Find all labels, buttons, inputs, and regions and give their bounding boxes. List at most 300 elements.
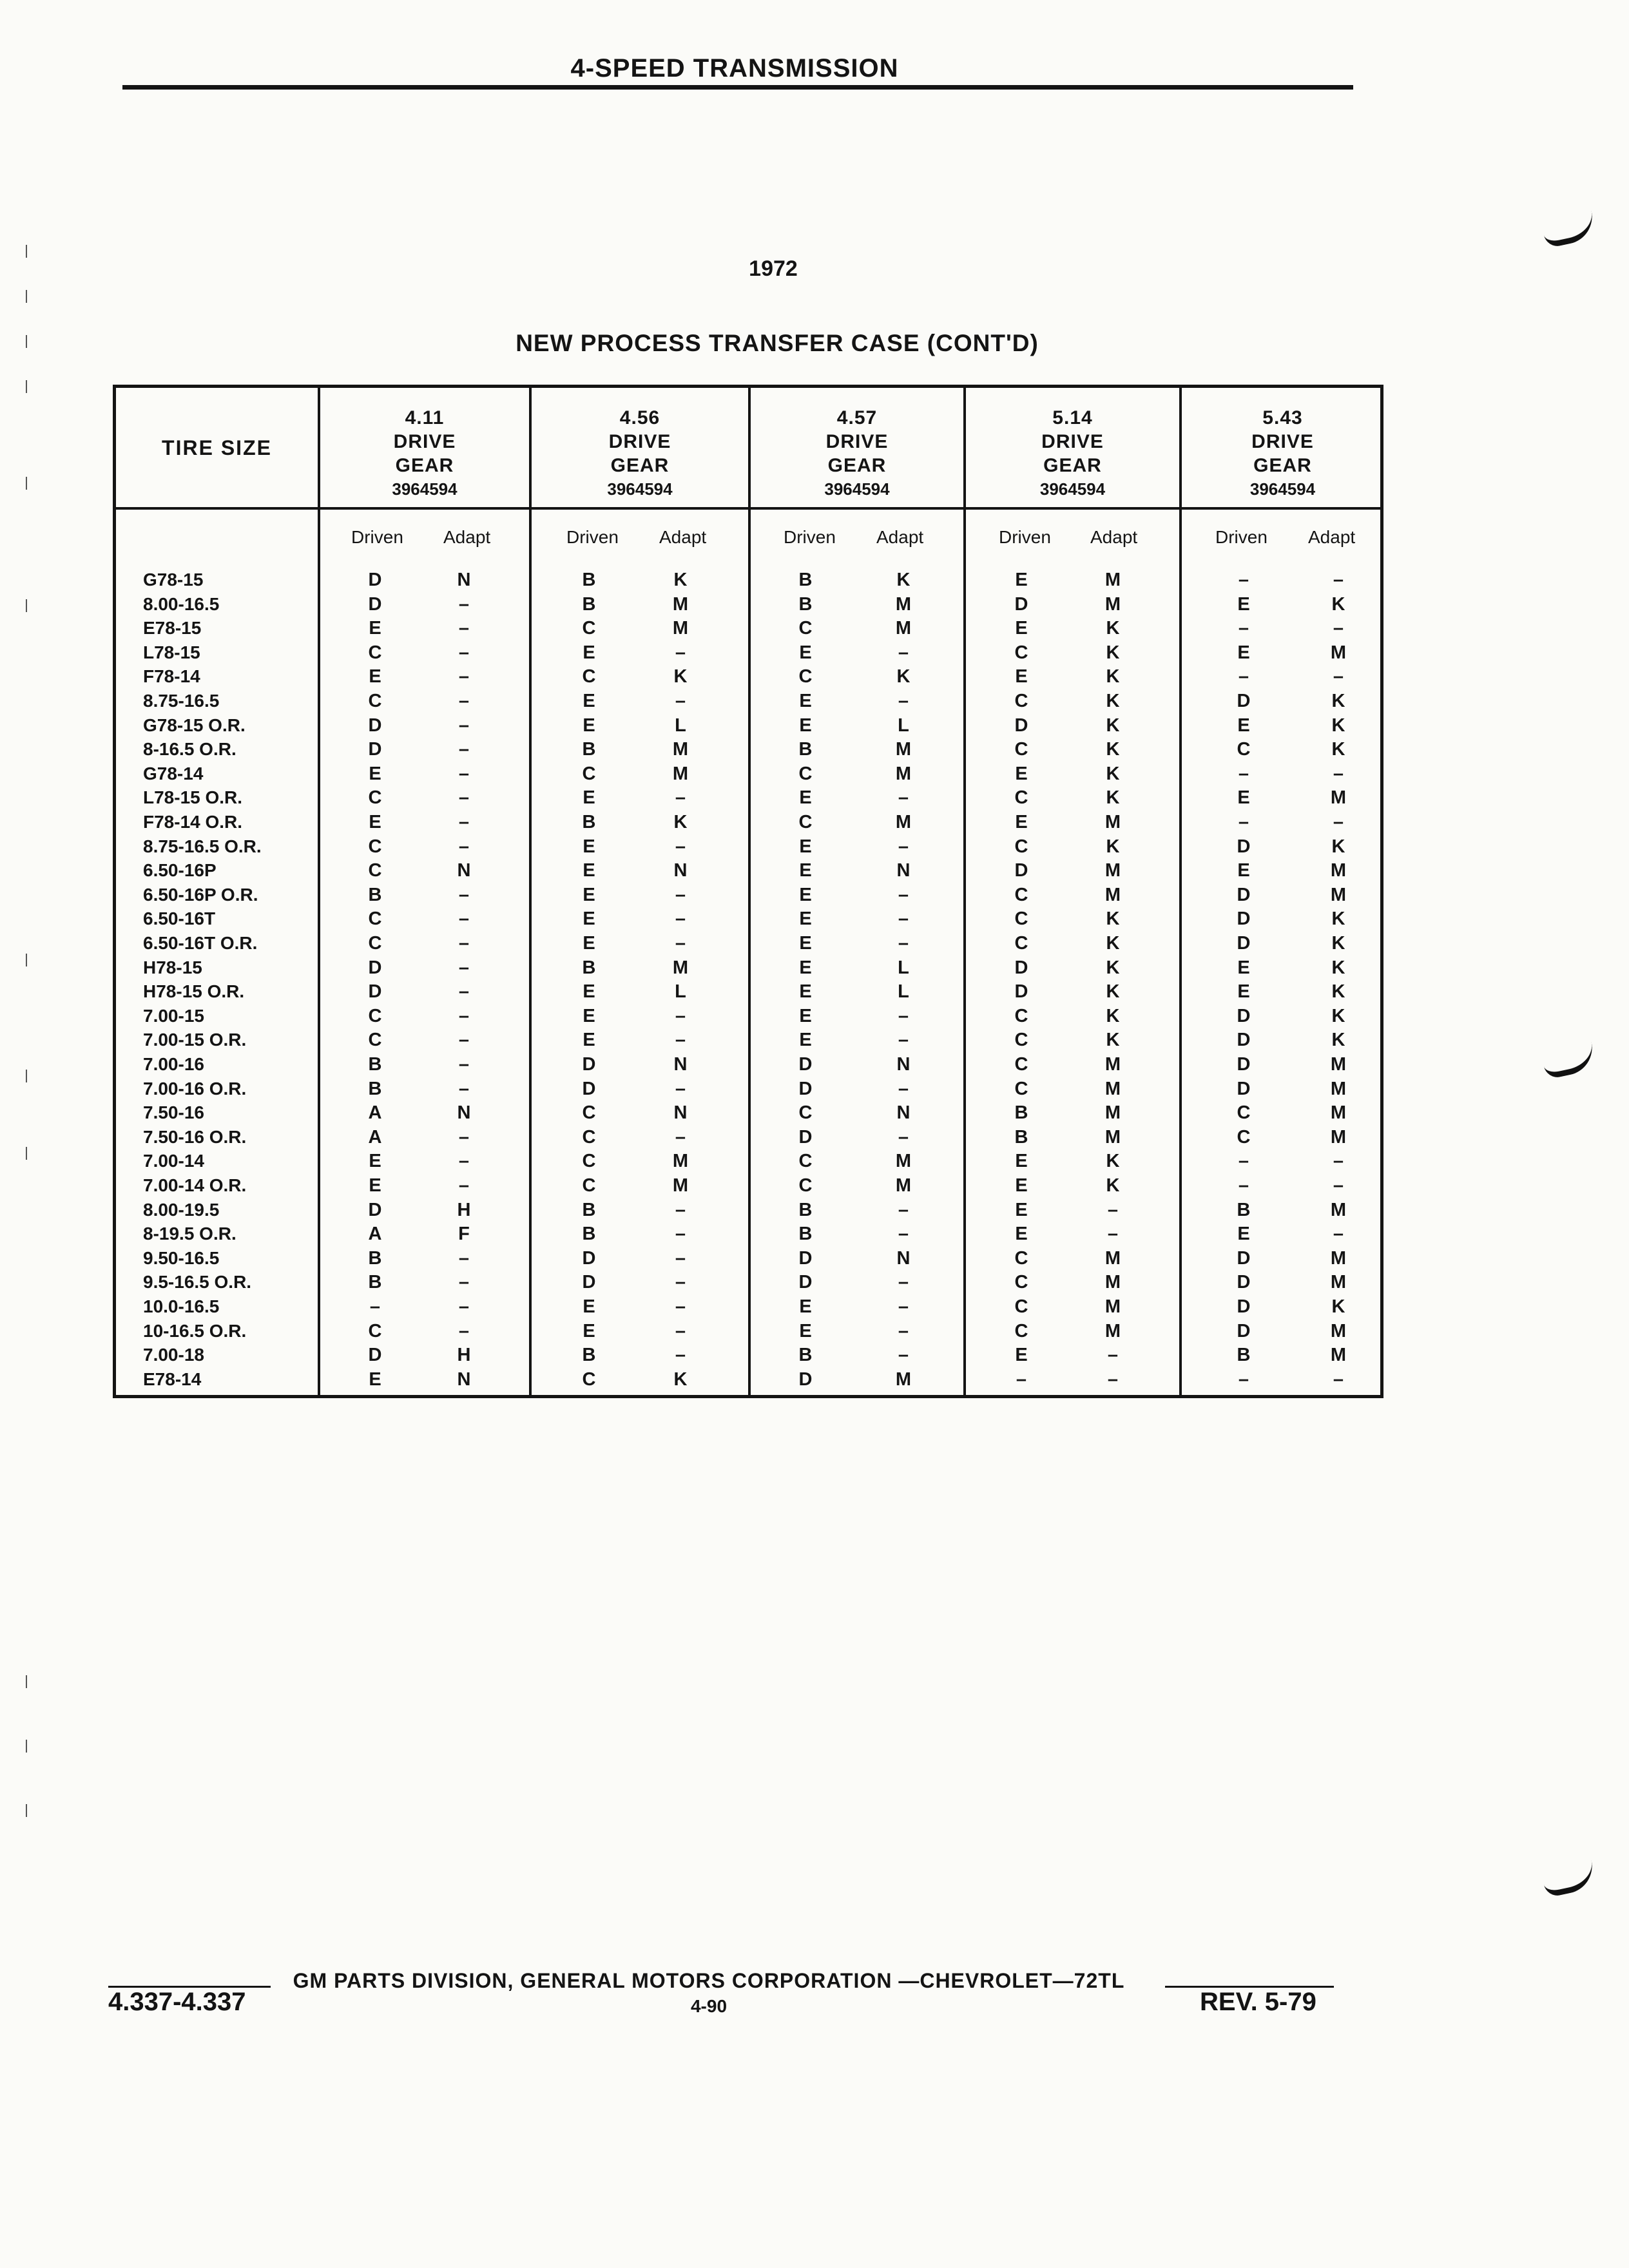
header-rule xyxy=(122,85,1353,90)
driven-cell: B xyxy=(368,1079,382,1099)
adapt-cell: K xyxy=(673,570,688,590)
driven-cell: B xyxy=(582,1200,596,1220)
adapt-cell: – xyxy=(458,1272,470,1293)
driven-cell: E xyxy=(583,1006,595,1026)
driven-cell: E xyxy=(1015,812,1028,832)
tire-size-cell: 7.00-15 xyxy=(143,1006,204,1026)
driven-cell: C xyxy=(582,764,596,784)
driven-cell: D xyxy=(1237,1296,1251,1317)
adapt-cell: – xyxy=(458,1151,470,1171)
adapt-cell: – xyxy=(898,1272,909,1293)
adapt-cell: – xyxy=(675,787,686,808)
adapt-cell: M xyxy=(895,812,912,832)
driven-cell: E xyxy=(583,1296,595,1317)
driven-cell: E xyxy=(1015,1151,1028,1171)
adapt-cell: M xyxy=(1104,570,1121,590)
tire-size-cell: 8-16.5 O.R. xyxy=(143,739,236,759)
adapt-cell: K xyxy=(673,1369,688,1390)
adapt-cell: K xyxy=(1106,908,1120,929)
driven-cell: B xyxy=(1014,1102,1028,1123)
adapt-cell: K xyxy=(673,666,688,687)
adapt-cell: – xyxy=(675,1345,686,1365)
adapt-cell: M xyxy=(1104,860,1121,881)
driven-cell: C xyxy=(368,1030,382,1050)
adapt-cell: – xyxy=(458,739,470,760)
driven-cell: C xyxy=(1237,1127,1251,1148)
adapt-cell: M xyxy=(1104,812,1121,832)
driven-cell: C xyxy=(582,1102,596,1123)
adapt-cell: M xyxy=(1104,1127,1121,1148)
adapt-cell: M xyxy=(1104,1272,1121,1293)
tire-size-header: TIRE SIZE xyxy=(162,436,272,459)
adapt-cell: K xyxy=(1331,715,1345,736)
adapt-cell: – xyxy=(1107,1345,1119,1365)
tire-size-cell: 10.0-16.5 xyxy=(143,1296,220,1316)
adapt-cell: – xyxy=(458,1175,470,1196)
driven-cell: – xyxy=(369,1296,381,1317)
adapt-cell: M xyxy=(1330,885,1347,905)
driven-cell: E xyxy=(583,691,595,711)
adapt-cell: K xyxy=(1106,787,1120,808)
driven-cell: E xyxy=(799,1006,812,1026)
adapt-cell: N xyxy=(673,860,688,881)
adapt-cell: – xyxy=(898,1200,909,1220)
section-subtitle: NEW PROCESS TRANSFER CASE (CONT'D) xyxy=(516,330,1039,356)
driven-cell: B xyxy=(368,1054,382,1075)
driven-cell: D xyxy=(1237,1321,1251,1341)
driven-cell: C xyxy=(1014,836,1028,857)
driven-cell: B xyxy=(798,570,813,590)
driven-cell: D xyxy=(368,715,382,736)
driven-cell: E xyxy=(799,1321,812,1341)
column-divider xyxy=(318,388,320,1395)
adapt-cell: L xyxy=(675,715,686,736)
adapt-cell: K xyxy=(1331,836,1345,857)
driven-cell: B xyxy=(1237,1200,1251,1220)
tire-size-cell: 7.00-14 O.R. xyxy=(143,1175,247,1195)
driven-cell: – xyxy=(1238,1151,1249,1171)
driven-cell: E xyxy=(799,715,812,736)
driven-cell: C xyxy=(368,860,382,881)
adapt-cell: – xyxy=(675,691,686,711)
adapt-cell: L xyxy=(898,957,909,978)
driven-cell: E xyxy=(1237,1224,1250,1244)
driven-cell: C xyxy=(1014,691,1028,711)
driven-cell: C xyxy=(1014,1321,1028,1341)
page-number: 4-90 xyxy=(690,1996,728,2016)
adapt-cell: – xyxy=(1333,1224,1344,1244)
tire-size-cell: L78-15 O.R. xyxy=(143,787,243,807)
adapt-cell: – xyxy=(458,1321,470,1341)
driven-cell: D xyxy=(368,1200,382,1220)
adapt-cell: M xyxy=(1330,1054,1347,1075)
adapt-cell: – xyxy=(675,836,686,857)
driven-cell: C xyxy=(1014,933,1028,954)
adapt-cell: K xyxy=(1106,1151,1120,1171)
driven-cell: E xyxy=(799,836,812,857)
tire-size-cell: 8-19.5 O.R. xyxy=(143,1224,236,1244)
driven-cell: C xyxy=(582,618,596,639)
driven-cell: D xyxy=(368,957,382,978)
adapt-cell: – xyxy=(898,691,909,711)
column-divider xyxy=(748,388,751,1395)
adapt-cell: M xyxy=(1104,1321,1121,1341)
adapt-cell: – xyxy=(1333,666,1344,687)
tire-size-cell: 10-16.5 O.R. xyxy=(143,1321,247,1341)
driven-cell: E xyxy=(369,1151,381,1171)
driven-cell: D xyxy=(368,594,382,615)
driven-cell: B xyxy=(582,957,596,978)
driven-cell: E xyxy=(1237,860,1250,881)
margin-mark xyxy=(26,1070,27,1082)
header-divider xyxy=(116,507,1380,510)
driven-cell: D xyxy=(1014,594,1028,615)
adapt-cell: H xyxy=(457,1345,471,1365)
adapt-cell: – xyxy=(898,1321,909,1341)
driven-cell: E xyxy=(369,812,381,832)
driven-cell: D xyxy=(1237,933,1251,954)
adapt-cell: – xyxy=(1107,1200,1119,1220)
driven-cell: D xyxy=(368,739,382,760)
adapt-cell: K xyxy=(1106,933,1120,954)
driven-cell: B xyxy=(582,570,596,590)
driven-cell: – xyxy=(1238,666,1249,687)
adapt-cell: M xyxy=(672,594,689,615)
adapt-cell: – xyxy=(1107,1224,1119,1244)
driven-cell: D xyxy=(798,1054,813,1075)
adapt-cell: M xyxy=(895,594,912,615)
driven-cell: E xyxy=(369,618,381,639)
driven-cell: C xyxy=(368,691,382,711)
adapt-cell: – xyxy=(458,957,470,978)
adapt-cell: – xyxy=(1107,1369,1119,1390)
binder-clip-mark xyxy=(1541,1042,1597,1080)
adapt-cell: M xyxy=(1330,1127,1347,1148)
driven-cell: C xyxy=(582,1127,596,1148)
tire-size-cell: E78-14 xyxy=(143,1369,202,1389)
adapt-cell: – xyxy=(1333,1175,1344,1196)
driven-cell: B xyxy=(798,739,813,760)
driven-cell: E xyxy=(583,885,595,905)
driven-cell: B xyxy=(368,1248,382,1269)
driven-cell: – xyxy=(1238,764,1249,784)
driven-cell: E xyxy=(1015,618,1028,639)
driven-cell: C xyxy=(1014,642,1028,663)
adapt-cell: – xyxy=(458,908,470,929)
adapt-cell: – xyxy=(458,594,470,615)
transfer-case-table xyxy=(113,385,1383,1398)
tire-size-cell: 9.5-16.5 O.R. xyxy=(143,1272,252,1292)
tire-size-cell: 7.50-16 O.R. xyxy=(143,1127,247,1147)
driven-cell: D xyxy=(368,570,382,590)
tire-size-cell: F78-14 O.R. xyxy=(143,812,243,832)
driven-cell: E xyxy=(1237,981,1250,1002)
driven-cell: C xyxy=(582,666,596,687)
driven-cell: C xyxy=(368,836,382,857)
tire-size-cell: 6.50-16P O.R. xyxy=(143,885,258,905)
driven-cell: D xyxy=(1237,1272,1251,1293)
revision-date: REV. 5-79 xyxy=(1200,1988,1316,2016)
adapt-cell: K xyxy=(1331,933,1345,954)
driven-cell: B xyxy=(582,1345,596,1365)
driven-cell: D xyxy=(1237,1248,1251,1269)
adapt-cell: – xyxy=(1333,570,1344,590)
adapt-cell: K xyxy=(1331,957,1345,978)
adapt-cell: M xyxy=(1104,1054,1121,1075)
adapt-cell: K xyxy=(1106,1006,1120,1026)
gear-header-4-11: 4.11 DRIVE GEAR 3964594 xyxy=(392,407,458,499)
driven-cell: E xyxy=(583,836,595,857)
driven-cell: E xyxy=(1237,594,1250,615)
adapt-cell: – xyxy=(458,691,470,711)
adapt-cell: M xyxy=(895,1175,912,1196)
adapt-cell: M xyxy=(1104,885,1121,905)
adapt-cell: K xyxy=(1331,739,1345,760)
adapt-cell: – xyxy=(898,1030,909,1050)
driven-cell: D xyxy=(368,1345,382,1365)
adapt-cell: M xyxy=(1330,860,1347,881)
driven-cell: C xyxy=(1014,1272,1028,1293)
adapt-cell: K xyxy=(1331,1296,1345,1317)
driven-cell: C xyxy=(1014,885,1028,905)
gear-header-4-56: 4.56 DRIVE GEAR 3964594 xyxy=(607,407,673,499)
adapt-cell: – xyxy=(898,1127,909,1148)
driven-cell: E xyxy=(1015,1200,1028,1220)
margin-mark xyxy=(26,335,27,348)
adapt-cell: – xyxy=(458,715,470,736)
tire-size-cell: 7.50-16 xyxy=(143,1102,204,1122)
adapt-cell: – xyxy=(675,642,686,663)
driven-cell: E xyxy=(1015,570,1028,590)
subheader-adapt: Adapt xyxy=(1090,527,1138,547)
driven-cell: D xyxy=(1014,715,1028,736)
tire-size-cell: G78-15 xyxy=(143,570,204,590)
driven-cell: – xyxy=(1238,812,1249,832)
driven-cell: E xyxy=(369,1369,381,1390)
driven-cell: E xyxy=(1015,666,1028,687)
adapt-cell: – xyxy=(898,885,909,905)
driven-cell: C xyxy=(1237,739,1251,760)
tire-size-cell: 7.00-16 O.R. xyxy=(143,1079,247,1099)
column-divider xyxy=(1179,388,1182,1395)
driven-cell: D xyxy=(1237,1030,1251,1050)
adapt-cell: M xyxy=(895,764,912,784)
driven-cell: E xyxy=(583,1030,595,1050)
driven-cell: D xyxy=(1237,1079,1251,1099)
adapt-cell: K xyxy=(1106,666,1120,687)
tire-size-cell: 6.50-16P xyxy=(143,860,217,880)
adapt-cell: K xyxy=(673,812,688,832)
adapt-cell: K xyxy=(1331,1030,1345,1050)
tire-size-cell: 8.75-16.5 O.R. xyxy=(143,836,262,856)
adapt-cell: N xyxy=(457,1369,471,1390)
driven-cell: D xyxy=(368,981,382,1002)
footer-publisher: GM PARTS DIVISION, GENERAL MOTORS CORPORATION —CHEVROLET—72TL xyxy=(293,1969,1125,1992)
subheader-adapt: Adapt xyxy=(443,527,491,547)
driven-cell: C xyxy=(798,618,813,639)
driven-cell: – xyxy=(1238,1369,1249,1390)
margin-mark xyxy=(26,290,27,303)
driven-cell: E xyxy=(1015,1345,1028,1365)
adapt-cell: M xyxy=(1330,1102,1347,1123)
driven-cell: D xyxy=(1237,1006,1251,1026)
subheader-adapt: Adapt xyxy=(659,527,707,547)
adapt-cell: M xyxy=(672,957,689,978)
adapt-cell: – xyxy=(1333,1369,1344,1390)
driven-cell: C xyxy=(1014,1079,1028,1099)
adapt-cell: L xyxy=(675,981,686,1002)
driven-cell: C xyxy=(1014,1248,1028,1269)
subheader-adapt: Adapt xyxy=(1308,527,1356,547)
column-divider xyxy=(529,388,532,1395)
driven-cell: E xyxy=(799,1296,812,1317)
driven-cell: D xyxy=(798,1079,813,1099)
subheader-driven: Driven xyxy=(784,527,836,547)
adapt-cell: K xyxy=(1106,642,1120,663)
margin-mark xyxy=(26,1147,27,1160)
adapt-cell: – xyxy=(458,1127,470,1148)
driven-cell: E xyxy=(799,981,812,1002)
tire-size-cell: 8.75-16.5 xyxy=(143,691,220,711)
driven-cell: E xyxy=(583,1321,595,1341)
driven-cell: E xyxy=(369,764,381,784)
adapt-cell: M xyxy=(672,1151,689,1171)
adapt-cell: K xyxy=(896,666,911,687)
adapt-cell: – xyxy=(1333,812,1344,832)
adapt-cell: N xyxy=(457,1102,471,1123)
adapt-cell: K xyxy=(1106,691,1120,711)
driven-cell: E xyxy=(1015,1175,1028,1196)
driven-cell: B xyxy=(798,594,813,615)
adapt-cell: N xyxy=(673,1054,688,1075)
driven-cell: D xyxy=(582,1054,596,1075)
driven-cell: C xyxy=(582,1151,596,1171)
adapt-cell: – xyxy=(458,618,470,639)
adapt-cell: K xyxy=(1106,618,1120,639)
tire-size-cell: 6.50-16T O.R. xyxy=(143,933,258,953)
driven-cell: B xyxy=(582,594,596,615)
gear-header-5-14: 5.14 DRIVE GEAR 3964594 xyxy=(1039,407,1106,499)
tire-size-cell: G78-14 xyxy=(143,764,204,783)
driven-cell: D xyxy=(1237,908,1251,929)
driven-cell: A xyxy=(368,1127,382,1148)
driven-cell: D xyxy=(1237,885,1251,905)
driven-cell: B xyxy=(368,885,382,905)
driven-cell: C xyxy=(582,1369,596,1390)
driven-cell: C xyxy=(798,812,813,832)
driven-cell: B xyxy=(1237,1345,1251,1365)
adapt-cell: – xyxy=(458,666,470,687)
driven-cell: D xyxy=(798,1248,813,1269)
adapt-cell: M xyxy=(1330,787,1347,808)
driven-cell: C xyxy=(368,787,382,808)
adapt-cell: – xyxy=(458,642,470,663)
driven-cell: – xyxy=(1238,570,1249,590)
adapt-cell: – xyxy=(458,1006,470,1026)
adapt-cell: – xyxy=(675,1079,686,1099)
margin-mark xyxy=(26,1804,27,1817)
driven-cell: C xyxy=(1014,1006,1028,1026)
driven-cell: C xyxy=(1014,1030,1028,1050)
adapt-cell: – xyxy=(458,981,470,1002)
adapt-cell: K xyxy=(1331,691,1345,711)
driven-cell: E xyxy=(369,1175,381,1196)
driven-cell: E xyxy=(583,787,595,808)
driven-cell: E xyxy=(799,933,812,954)
driven-cell: D xyxy=(582,1248,596,1269)
adapt-cell: – xyxy=(675,1127,686,1148)
driven-cell: B xyxy=(798,1224,813,1244)
driven-cell: E xyxy=(583,715,595,736)
driven-cell: B xyxy=(798,1200,813,1220)
driven-cell: C xyxy=(1014,787,1028,808)
adapt-cell: M xyxy=(1330,1272,1347,1293)
adapt-cell: M xyxy=(1104,1079,1121,1099)
adapt-cell: M xyxy=(1104,1296,1121,1317)
adapt-cell: – xyxy=(458,787,470,808)
adapt-cell: – xyxy=(675,1296,686,1317)
driven-cell: B xyxy=(1014,1127,1028,1148)
driven-cell: D xyxy=(1014,860,1028,881)
driven-cell: E xyxy=(799,691,812,711)
adapt-cell: – xyxy=(675,1030,686,1050)
adapt-cell: K xyxy=(1106,764,1120,784)
subheader-adapt: Adapt xyxy=(876,527,924,547)
adapt-cell: – xyxy=(675,1200,686,1220)
driven-cell: E xyxy=(583,933,595,954)
adapt-cell: – xyxy=(675,1224,686,1244)
adapt-cell: M xyxy=(895,1369,912,1390)
adapt-cell: M xyxy=(895,618,912,639)
adapt-cell: M xyxy=(672,764,689,784)
driven-cell: C xyxy=(1014,908,1028,929)
driven-cell: C xyxy=(1014,1054,1028,1075)
driven-cell: – xyxy=(1238,1175,1249,1196)
tire-size-cell: H78-15 O.R. xyxy=(143,981,245,1001)
margin-mark xyxy=(26,1675,27,1688)
adapt-cell: – xyxy=(898,933,909,954)
driven-cell: E xyxy=(1237,715,1250,736)
adapt-cell: – xyxy=(458,1054,470,1075)
adapt-cell: – xyxy=(1333,618,1344,639)
margin-mark xyxy=(26,380,27,393)
adapt-cell: M xyxy=(1104,594,1121,615)
driven-cell: D xyxy=(1014,957,1028,978)
driven-cell: C xyxy=(798,1151,813,1171)
driven-cell: E xyxy=(1237,957,1250,978)
adapt-cell: L xyxy=(898,981,909,1002)
tire-size-cell: 7.00-16 xyxy=(143,1054,204,1074)
adapt-cell: K xyxy=(1106,1030,1120,1050)
adapt-cell: – xyxy=(898,787,909,808)
adapt-cell: – xyxy=(898,1345,909,1365)
adapt-cell: – xyxy=(1333,764,1344,784)
driven-cell: C xyxy=(368,908,382,929)
adapt-cell: N xyxy=(896,1054,911,1075)
driven-cell: E xyxy=(799,908,812,929)
tire-size-cell: G78-15 O.R. xyxy=(143,715,246,735)
adapt-cell: – xyxy=(898,642,909,663)
adapt-cell: H xyxy=(457,1200,471,1220)
driven-cell: E xyxy=(799,957,812,978)
driven-cell: E xyxy=(369,666,381,687)
margin-mark xyxy=(26,245,27,258)
driven-cell: C xyxy=(798,1175,813,1196)
gear-header-5-43: 5.43 DRIVE GEAR 3964594 xyxy=(1249,407,1316,499)
adapt-cell: K xyxy=(1106,715,1120,736)
tire-size-cell: E78-15 xyxy=(143,618,202,638)
model-year: 1972 xyxy=(749,256,798,281)
